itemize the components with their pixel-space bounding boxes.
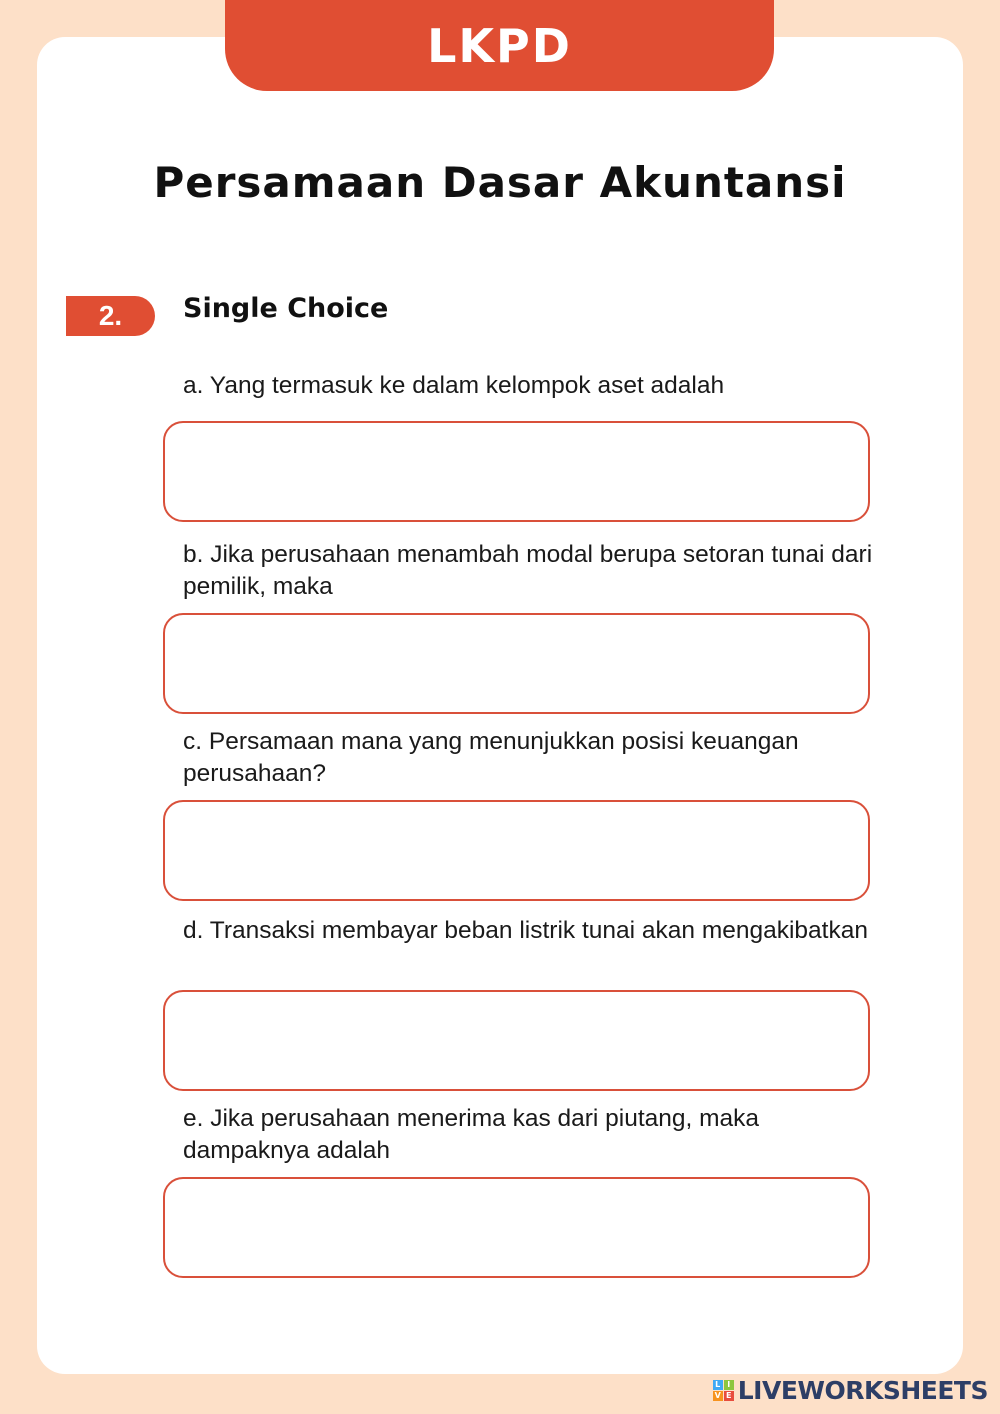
logo-letter-e: E	[724, 1391, 734, 1401]
answer-box-e[interactable]	[163, 1177, 870, 1278]
liveworksheets-brand	[713, 1374, 988, 1406]
question-c: c. Persamaan mana yang menunjukkan posisi keuangan perusahaan?	[183, 728, 799, 787]
question-b: b. Jika perusahaan menambah modal berupa setoran tunai dari pemilik, maka	[183, 541, 873, 600]
header-tab-label: LKPD	[427, 18, 572, 73]
question-a: a. Yang termasuk ke dalam kelompok aset adalah	[183, 372, 725, 399]
logo-letter-v: V	[714, 1390, 721, 1400]
answer-box-d[interactable]	[163, 990, 870, 1091]
section-title: Single Choice	[183, 293, 389, 324]
liveworksheets-logo-icon	[713, 1380, 734, 1401]
question-e: e. Jika perusahaan menerima kas dari piutang, maka dampaknya adalah	[183, 1105, 760, 1164]
liveworksheets-wordmark: LIVEWORKSHEETS	[737, 1375, 988, 1405]
logo-letter-i: I	[724, 1380, 734, 1390]
section-number-badge: 2.	[66, 296, 155, 336]
question-d: d. Transaksi membayar beban listrik tunai akan mengakibatkan	[183, 917, 868, 944]
page-title: Persamaan Dasar Akuntansi	[153, 158, 847, 207]
header-tab	[225, 0, 774, 91]
answer-box-b[interactable]	[163, 613, 870, 714]
logo-letter-l: L	[713, 1380, 723, 1390]
answer-box-a[interactable]	[163, 421, 870, 522]
answer-box-c[interactable]	[163, 800, 870, 901]
